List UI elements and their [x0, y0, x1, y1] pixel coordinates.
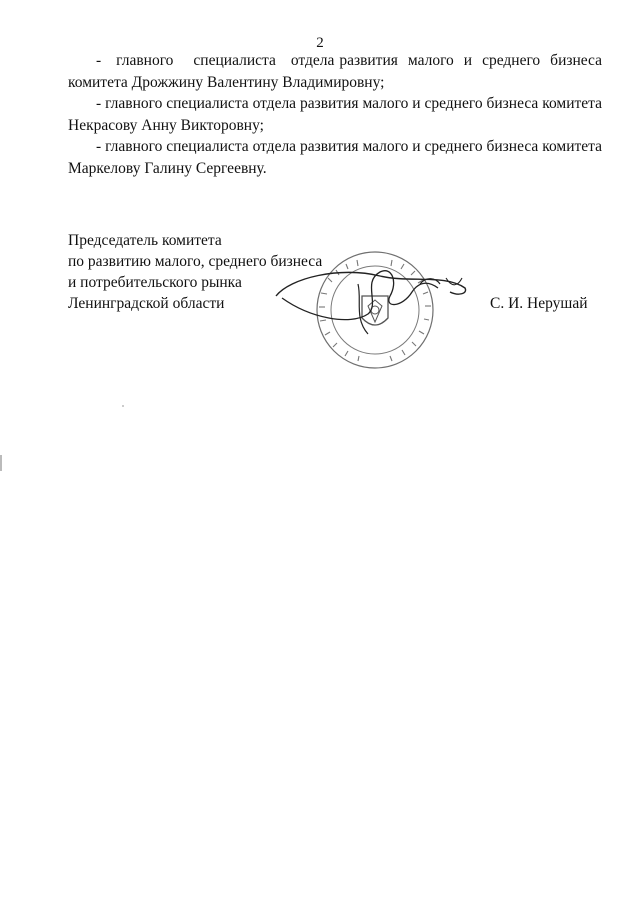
signature-title-line-3: и потребительского рынка — [68, 274, 242, 291]
paragraph-1-line-2: комитета Дрожжину Валентину Владимировну; — [68, 73, 385, 91]
stamp-seal-icon — [270, 248, 480, 383]
paragraph-1-line-1: - главного специалиста отдела развития малого и среднего бизнеса — [96, 52, 602, 69]
paragraph-3-line-1: - главного специалиста отдела развития малого и среднего бизнеса комитета — [96, 138, 602, 155]
scan-artifact — [122, 405, 124, 407]
page-number: 2 — [316, 35, 324, 51]
paragraph-1 — [68, 50, 602, 72]
paragraph-3 — [68, 136, 602, 158]
signature-title-line-1: Председатель комитета — [68, 232, 222, 249]
official-stamp-and-signature — [270, 248, 480, 383]
signature-title-line-4: Ленинградской области — [68, 295, 225, 312]
scan-edge-mark — [0, 455, 2, 471]
signer-name: С. И. Нерушай — [490, 295, 588, 312]
paragraph-2 — [68, 93, 602, 115]
paragraph-3-line-2: Маркелову Галину Сергеевну. — [68, 159, 267, 177]
paragraph-2-line-2: Некрасову Анну Викторовну; — [68, 116, 264, 134]
signature-title-line-2: по развитию малого, среднего бизнеса — [68, 253, 323, 270]
paragraph-2-line-1: - главного специалиста отдела развития малого и среднего бизнеса комитета — [96, 95, 602, 112]
document-body — [68, 50, 602, 179]
